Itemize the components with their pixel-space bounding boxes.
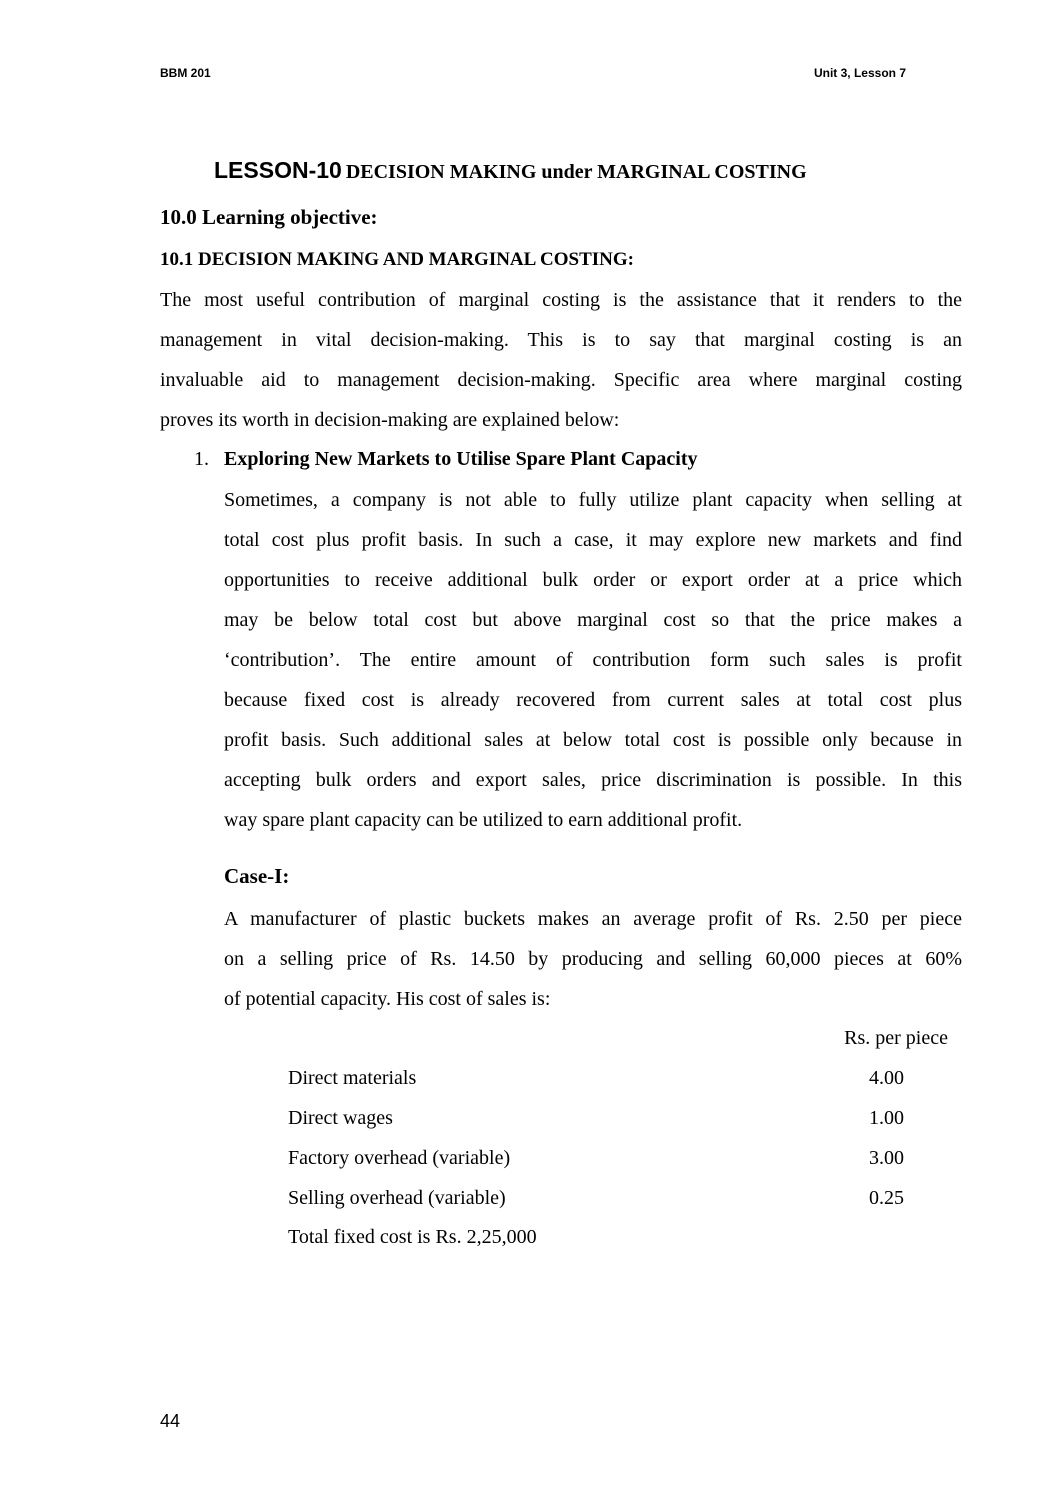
running-header-unit: Unit 3, Lesson 7 <box>813 66 906 80</box>
cost-label: Direct materials <box>288 1067 417 1089</box>
lesson-subtitle: DECISION MAKING under MARGINAL COSTING <box>345 161 807 183</box>
section-heading-decision-making: 10.1 DECISION MAKING AND MARGINAL COSTING: <box>160 249 634 270</box>
cost-column-header: Rs. per piece <box>844 1027 948 1049</box>
paragraph-line: management in vital decision-making. This is to say that marginal costing is an <box>160 329 962 351</box>
cost-row <box>288 1098 948 1138</box>
paragraph-line: ‘contribution’. The entire amount of contribution form such sales is profit <box>224 649 962 671</box>
intro-paragraph <box>160 280 962 440</box>
lesson-title <box>214 157 807 184</box>
cost-label: Factory overhead (variable) <box>288 1147 511 1169</box>
lesson-number: LESSON-10 <box>214 157 342 183</box>
case-heading: Case-I: <box>224 864 290 888</box>
paragraph-line: total cost plus profit basis. In such a case, it may explore new markets and find <box>224 529 962 551</box>
running-header-course: BBM 201 <box>160 66 211 80</box>
paragraph-line: accepting bulk orders and export sales, price discrimination is possible. In this <box>224 769 962 791</box>
paragraph-line: on a selling price of Rs. 14.50 by producing and selling 60,000 pieces at 60% <box>224 948 962 970</box>
cost-of-sales-table <box>288 1018 948 1218</box>
list-item-number: 1. <box>194 448 209 470</box>
paragraph-line: way spare plant capacity can be utilized to earn additional profit. <box>224 809 743 831</box>
paragraph-line: proves its worth in decision-making are explained below: <box>160 409 620 431</box>
paragraph-line: The most useful contribution of marginal costing is the assistance that it renders to the <box>160 289 962 311</box>
cost-value: 0.25 <box>869 1187 904 1209</box>
paragraph-line: may be below total cost but above marginal cost so that the price makes a <box>224 609 962 631</box>
fixed-cost-note: Total fixed cost is Rs. 2,25,000 <box>288 1226 537 1248</box>
paragraph-line: invaluable aid to management decision-making. Specific area where marginal costing <box>160 369 962 391</box>
page-number: 44 <box>160 1411 181 1431</box>
paragraph-line: because fixed cost is already recovered from current sales at total cost plus <box>224 689 962 711</box>
cost-label: Direct wages <box>288 1107 393 1129</box>
paragraph-line: A manufacturer of plastic buckets makes an average profit of Rs. 2.50 per piece <box>224 908 962 930</box>
paragraph-line: opportunities to receive additional bulk order or export order at a price which <box>224 569 962 591</box>
paragraph-line: profit basis. Such additional sales at below total cost is possible only because in <box>224 729 962 751</box>
cost-row <box>288 1178 948 1218</box>
paragraph-line: Sometimes, a company is not able to fully utilize plant capacity when selling at <box>224 489 962 511</box>
cost-label: Selling overhead (variable) <box>288 1187 506 1209</box>
cost-value: 1.00 <box>869 1107 904 1129</box>
section-heading-objective: 10.0 Learning objective: <box>160 205 378 229</box>
case-paragraph <box>224 899 962 1019</box>
cost-value: 3.00 <box>869 1147 904 1169</box>
paragraph-line: of potential capacity. His cost of sales is: <box>224 988 551 1010</box>
cost-row <box>288 1058 948 1098</box>
cost-value: 4.00 <box>869 1067 904 1089</box>
list-item-title: Exploring New Markets to Utilise Spare Plant Capacity <box>224 448 698 470</box>
cost-row <box>288 1138 948 1178</box>
list-item-body <box>224 480 962 840</box>
